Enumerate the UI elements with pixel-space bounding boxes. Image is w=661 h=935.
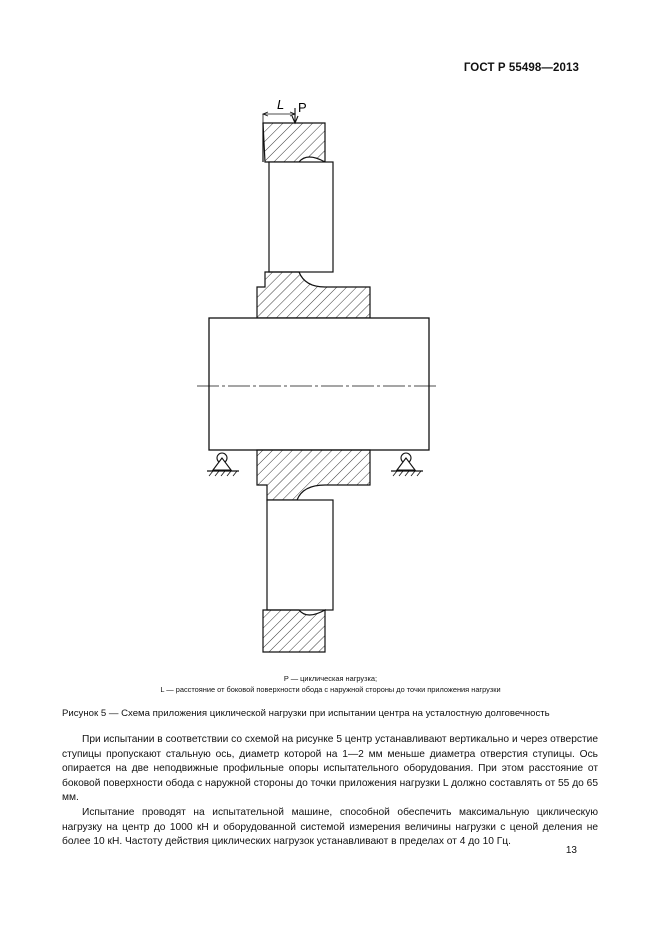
- legend-line-l: L — расстояние от боковой поверхности обода с наружной стороны до точки приложения нагрузки: [160, 685, 501, 694]
- paragraph: Испытание проводят на испытательной машине, способной обеспечить максимальную циклическую нагрузку на центр до 1000 кН и оборудованной системой измерения величины нагрузки с ценой деления не более 10 кН. Частоту действия циклических нагрузок устанавливают в пределах от 4 до 10 Гц.: [62, 806, 598, 848]
- load-indicator: [263, 97, 307, 123]
- axle: [197, 318, 437, 450]
- dimension-label: L: [277, 97, 285, 112]
- body-text: [62, 733, 598, 850]
- wheel-test-diagram: [195, 92, 445, 658]
- upper-rim-section: [263, 123, 333, 272]
- right-support: [391, 453, 423, 476]
- load-label: P: [298, 100, 307, 115]
- lower-hub-section: [257, 450, 370, 500]
- figure-legend: [0, 673, 661, 695]
- lower-rim-section: [263, 500, 333, 652]
- left-support: [207, 453, 239, 476]
- standard-header: ГОСТ Р 55498—2013: [463, 62, 579, 74]
- figure-caption: Рисунок 5 — Схема приложения циклической нагрузки при испытании центра на усталостную долговечность: [62, 708, 550, 719]
- paragraph: При испытании в соответствии со схемой на рисунке 5 центр устанавливают вертикально и через отверстие ступицы пропускают стальную ось, диаметр которой на 1—2 мм меньше диаметра отверстия ступицы. Ось опирается на две неподвижные профильные опоры испытательного оборудования. При этом расстояние от боковой поверхности обода с наружной стороны до точки приложения нагрузки L должно составлять от 55 до 65 мм.: [62, 734, 598, 804]
- legend-line-p: P — циклическая нагрузка;: [283, 674, 378, 683]
- page-number: 13: [565, 845, 577, 856]
- upper-hub-section: [257, 272, 370, 318]
